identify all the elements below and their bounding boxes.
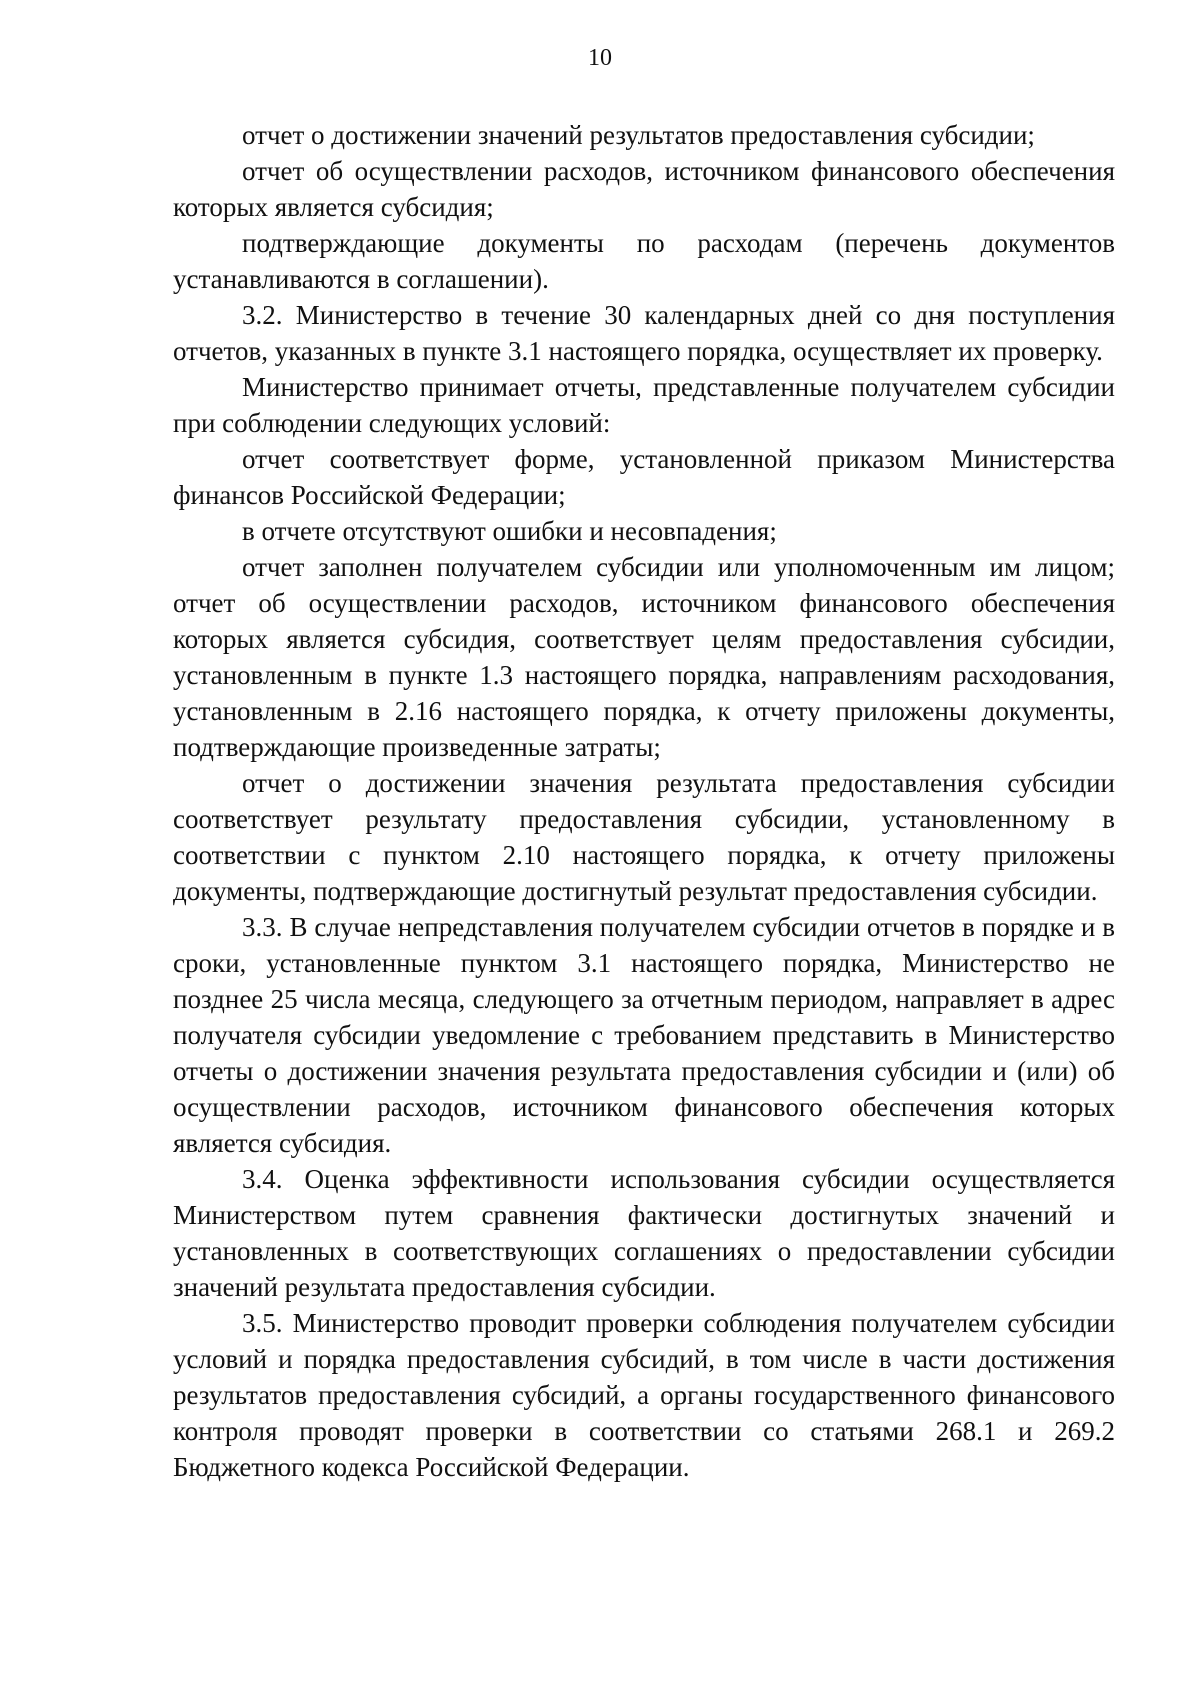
paragraph-3-2: 3.2. Министерство в течение 30 календарных дней со дня поступления отчетов, указанных в пункте 3.1 настоящего порядка, осуществляет их проверку. xyxy=(173,300,1115,366)
paragraph-3-5: 3.5. Министерство проводит проверки соблюдения получателем субсидии условий и порядка предоставления субсидий, в том числе в части достижения результатов предоставления субсидий, а органы государственного финансового контроля проводят проверки в соответствии со статьями 268.1 и 269.2 Бюджетного кодекса Российской Федерации. xyxy=(173,1308,1115,1482)
paragraph-report-expenses: отчет об осуществлении расходов, источником финансового обеспечения которых является субсидия; xyxy=(173,156,1115,222)
paragraph-condition-no-errors: в отчете отсутствуют ошибки и несовпадения; xyxy=(242,516,777,546)
paragraph-3-4: 3.4. Оценка эффективности использования субсидии осуществляется Министерством путем сравнения фактически достигнутых значений и установленных в соответствующих соглашениях о предоставлении субсидии значений результата предоставления субсидии. xyxy=(173,1164,1115,1302)
document-body xyxy=(173,117,1115,1485)
paragraph-condition-form: отчет соответствует форме, установленной приказом Министерства финансов Российской Федерации; xyxy=(173,444,1115,510)
paragraph-3-3: 3.3. В случае непредставления получателем субсидии отчетов в порядке и в сроки, установленные пунктом 3.1 настоящего порядка, Министерство не позднее 25 числа месяца, следующего за отчетным периодом, направляет в адрес получателя субсидии уведомление с требованием представить в Министерство отчеты о достижении значения результата предоставления субсидии и (или) об осуществлении расходов, источником финансового обеспечения которых является субсидия. xyxy=(173,912,1115,1158)
page-number: 10 xyxy=(588,45,612,71)
paragraph-supporting-documents: подтверждающие документы по расходам (перечень документов устанавливаются в соглашении). xyxy=(173,228,1115,294)
paragraph-acceptance-conditions: Министерство принимает отчеты, представленные получателем субсидии при соблюдении следующих условий: xyxy=(173,372,1115,438)
paragraph-condition-filled: отчет заполнен получателем субсидии или уполномоченным им лицом; отчет об осуществлении расходов, источником финансового обеспечения которых является субсидия, соответствует целям предоставления субсидии, установленным в пункте 1.3 настоящего порядка, направлениям расходования, установленным в 2.16 настоящего порядка, к отчету приложены документы, подтверждающие произведенные затраты; xyxy=(173,552,1115,762)
paragraph-condition-results: отчет о достижении значения результата предоставления субсидии соответствует результату предоставления субсидии, установленному в соответствии с пунктом 2.10 настоящего порядка, к отчету приложены документы, подтверждающие достигнутый результат предоставления субсидии. xyxy=(173,768,1115,906)
paragraph-report-results: отчет о достижении значений результатов предоставления субсидии; xyxy=(242,120,1035,150)
